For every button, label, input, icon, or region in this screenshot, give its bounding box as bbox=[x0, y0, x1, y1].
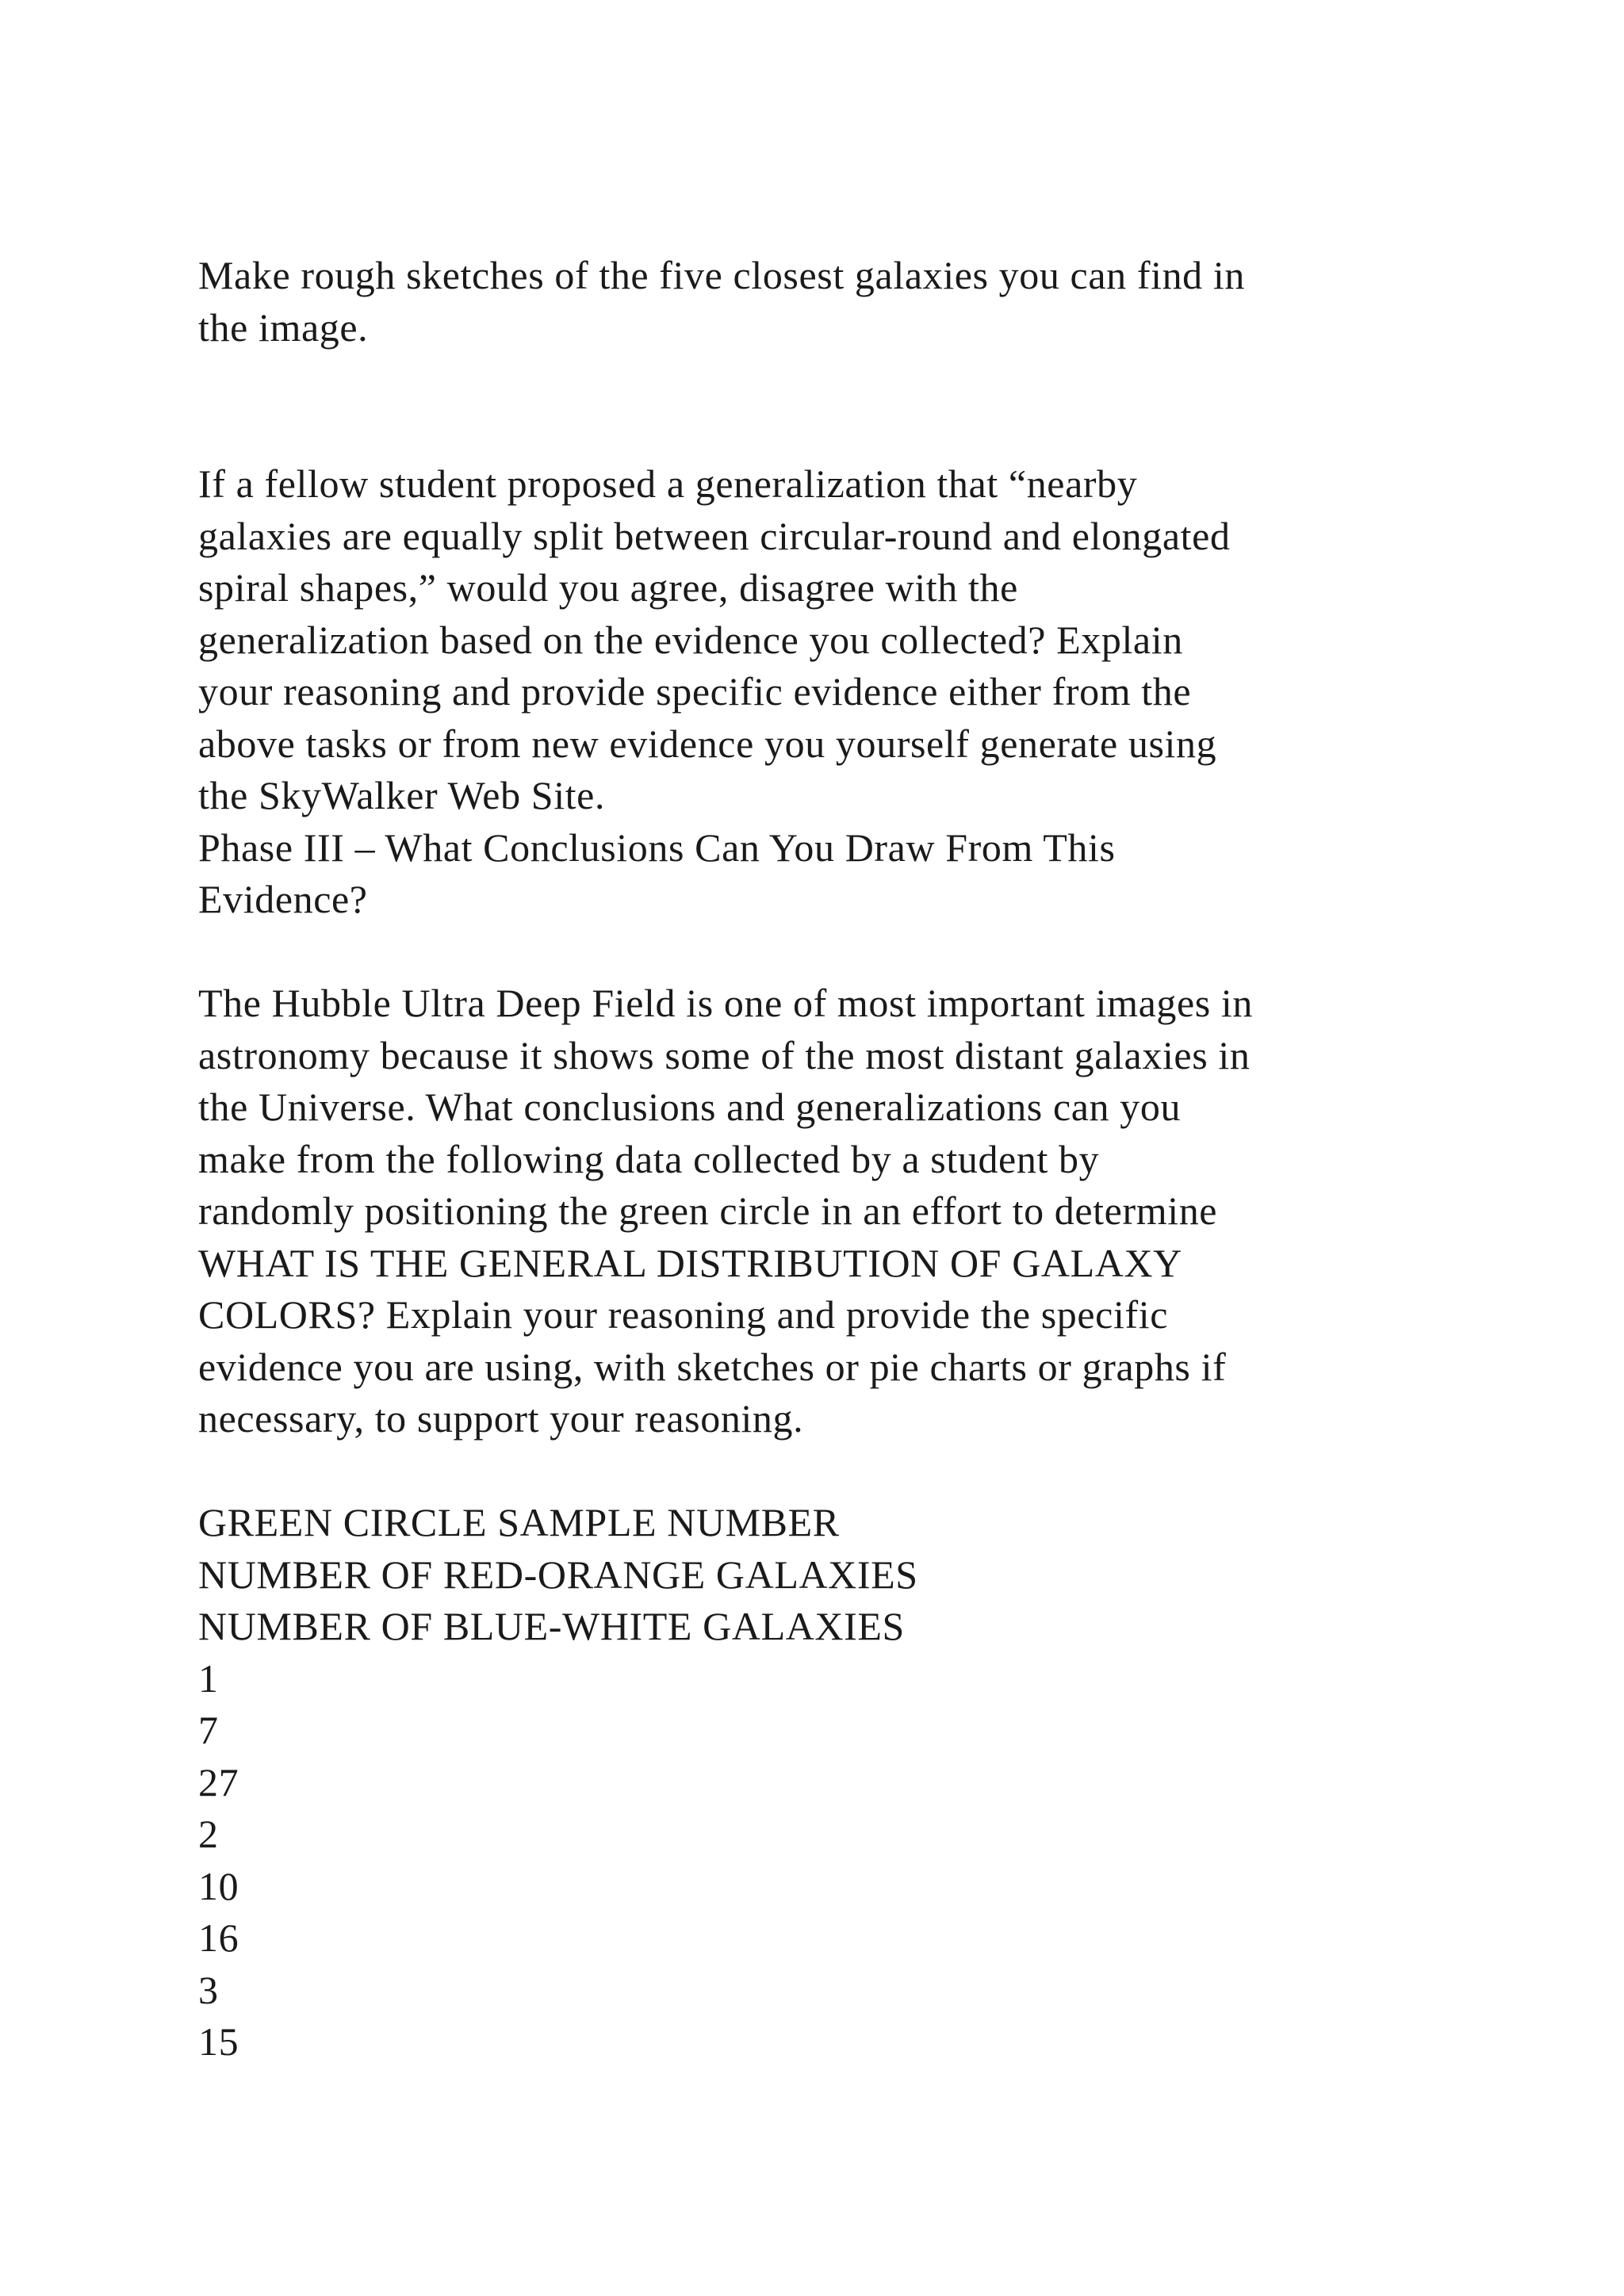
text-line: the SkyWalker Web Site. bbox=[198, 773, 606, 817]
text-line: randomly positioning the green circle in an effort to determine bbox=[198, 1188, 1218, 1233]
document-content bbox=[198, 250, 1483, 2068]
text-line: evidence you are using, with sketches or pie charts or graphs if bbox=[198, 1344, 1227, 1389]
table-cell: 7 bbox=[198, 1708, 219, 1752]
text-line: COLORS? Explain your reasoning and provide the specific bbox=[198, 1292, 1168, 1337]
text-line: The Hubble Ultra Deep Field is one of most important images in bbox=[198, 981, 1253, 1025]
blank-line bbox=[198, 1445, 1483, 1498]
text-line: Evidence? bbox=[198, 877, 368, 921]
table-cell: 3 bbox=[198, 1967, 219, 2012]
text-line: make from the following data collected by a student by bbox=[198, 1136, 1100, 1181]
text-line: generalization based on the evidence you collected? Explain bbox=[198, 617, 1183, 662]
text-line: spiral shapes,” would you agree, disagree with the bbox=[198, 565, 1018, 610]
text-line: above tasks or from new evidence you yourself generate using bbox=[198, 721, 1217, 766]
text-line: WHAT IS THE GENERAL DISTRIBUTION OF GALAXY bbox=[198, 1240, 1182, 1285]
sketch-prompt bbox=[198, 250, 1483, 354]
text-line: the image. bbox=[198, 304, 369, 350]
table-cell: 2 bbox=[198, 1812, 219, 1856]
table-cell: 27 bbox=[198, 1759, 239, 1804]
table-cell: 10 bbox=[198, 1863, 239, 1908]
table-header: NUMBER OF RED-ORANGE GALAXIES bbox=[198, 1552, 918, 1597]
table-cell: 1 bbox=[198, 1655, 219, 1701]
blank-line bbox=[198, 354, 1483, 406]
table-header: GREEN CIRCLE SAMPLE NUMBER bbox=[198, 1500, 840, 1544]
data-table bbox=[198, 1497, 1483, 2068]
table-header: NUMBER OF BLUE-WHITE GALAXIES bbox=[198, 1604, 905, 1648]
text-line: the Universe. What conclusions and generalizations can you bbox=[198, 1085, 1182, 1129]
table-cell: 15 bbox=[198, 2019, 239, 2064]
blank-line bbox=[198, 406, 1483, 458]
generalization-question bbox=[198, 458, 1483, 822]
text-line: Phase III – What Conclusions Can You Draw From This bbox=[198, 825, 1116, 870]
text-line: your reasoning and provide specific evidence either from the bbox=[198, 669, 1192, 714]
hubble-paragraph bbox=[198, 978, 1483, 1445]
text-line: Make rough sketches of the five closest galaxies you can find in bbox=[198, 253, 1245, 297]
text-line: necessary, to support your reasoning. bbox=[198, 1396, 804, 1441]
text-line: If a fellow student proposed a generalization that “nearby bbox=[198, 461, 1138, 506]
phase-heading bbox=[198, 822, 1483, 926]
blank-line bbox=[198, 926, 1483, 978]
text-line: astronomy because it shows some of the most distant galaxies in bbox=[198, 1032, 1251, 1077]
table-cell: 16 bbox=[198, 1915, 239, 1960]
text-line: galaxies are equally split between circular-round and elongated bbox=[198, 513, 1231, 558]
